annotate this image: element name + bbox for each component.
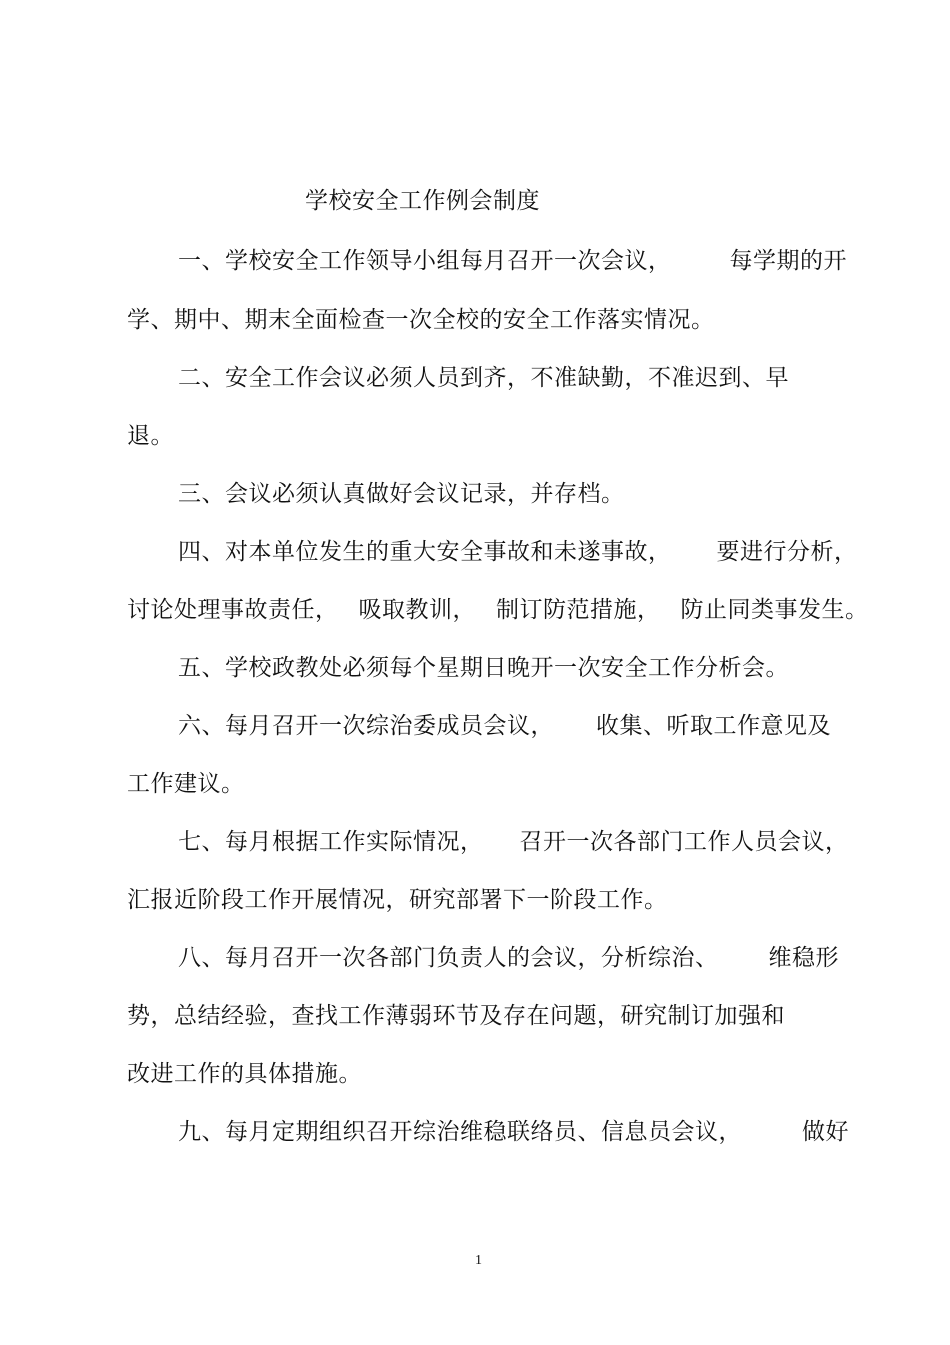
document-title: 学校安全工作例会制度 [305,188,540,214]
text-segment: 一、学校安全工作领导小组每月召开一次会议， [178,248,672,274]
paragraph-3-line-1: 三、会议必须认真做好会议记录，并存档。 [178,481,625,507]
paragraph-5-line-1: 五、学校政教处必须每个星期日晚开一次安全工作分析会。 [178,655,789,681]
paragraph-1-line-1 [178,246,847,276]
paragraph-2-line-2: 退。 [127,423,174,449]
paragraph-8-line-1 [178,943,839,973]
text-segment: 讨论处理事故责任， [127,597,339,623]
text-segment: 四、对本单位发生的重大安全事故和未遂事故， [178,539,672,565]
paragraph-2-line-1: 二、安全工作会议必须人员到齐，不准缺勤，不准迟到、早 [178,365,789,391]
paragraph-6-line-2: 工作建议。 [127,771,245,797]
text-segment: 召开一次各部门工作人员会议， [519,829,849,855]
text-segment: 六、每月召开一次综治委成员会议， [178,713,554,739]
text-segment: 七、每月根据工作实际情况， [178,829,484,855]
text-segment: 防止同类事发生。 [680,597,869,623]
paragraph-7-line-1 [178,827,849,857]
paragraph-8-line-2: 势，总结经验，查找工作薄弱环节及存在问题，研究制订加强和 [127,1003,785,1029]
text-segment: 每学期的开 [729,248,847,274]
paragraph-1-line-2: 学、期中、期末全面检查一次全校的安全工作落实情况。 [127,307,715,333]
paragraph-4-line-1 [178,537,858,567]
paragraph-6-line-1 [178,711,831,741]
text-segment: 制订防范措施， [496,597,661,623]
text-segment: 八、每月召开一次各部门负责人的会议，分析综治、 [178,945,719,971]
paragraph-8-line-3: 改进工作的具体措施。 [127,1061,362,1087]
text-segment: 吸取教训， [358,597,476,623]
paragraph-9-line-1 [178,1117,849,1147]
text-segment: 做好 [802,1119,849,1145]
text-segment: 维稳形 [768,945,839,971]
paragraph-4-line-2 [127,595,869,625]
text-segment: 收集、听取工作意见及 [596,713,831,739]
page-number: 1 [475,1253,482,1268]
paragraph-7-line-2: 汇报近阶段工作开展情况，研究部署下一阶段工作。 [127,887,668,913]
text-segment: 九、每月定期组织召开综治维稳联络员、信息员会议， [178,1119,742,1145]
text-segment: 要进行分析， [716,539,858,565]
